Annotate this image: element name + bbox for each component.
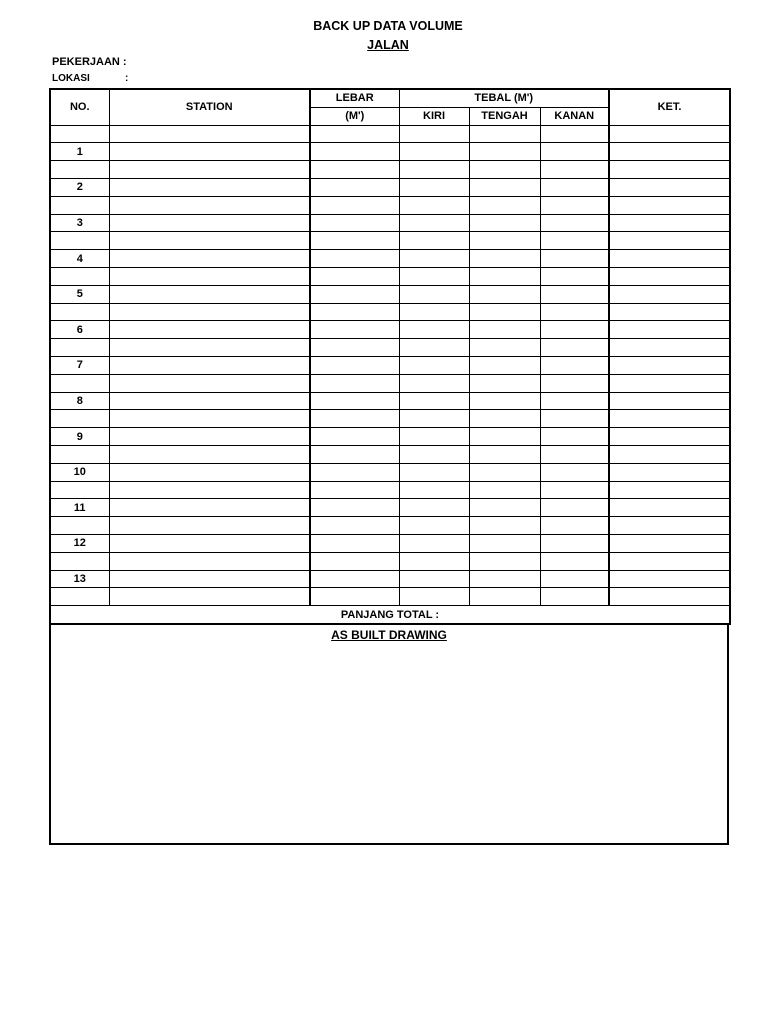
tengah-cell[interactable] [469, 463, 540, 481]
kiri-cell[interactable] [399, 570, 469, 588]
tengah-cell[interactable] [469, 285, 540, 303]
header-lebar-unit: (M') [310, 107, 399, 125]
station-cell[interactable] [109, 196, 310, 214]
table-row [50, 499, 730, 517]
kiri-cell[interactable] [399, 534, 469, 552]
kiri-cell[interactable] [399, 588, 469, 606]
kanan-cell[interactable] [540, 250, 609, 268]
lebar-cell[interactable] [310, 303, 399, 321]
kiri-cell[interactable] [399, 178, 469, 196]
table-row [50, 303, 730, 321]
station-cell[interactable] [109, 339, 310, 357]
station-cell[interactable] [109, 517, 310, 535]
table-row [50, 196, 730, 214]
lebar-cell[interactable] [310, 143, 399, 161]
row-number-cell [50, 125, 109, 143]
header-kanan: KANAN [540, 107, 609, 125]
document-title: BACK UP DATA VOLUME [313, 19, 463, 33]
kiri-cell[interactable] [399, 125, 469, 143]
tengah-cell[interactable] [469, 392, 540, 410]
header-tengah: TENGAH [469, 107, 540, 125]
kiri-cell[interactable] [399, 267, 469, 285]
tengah-cell[interactable] [469, 232, 540, 250]
row-number-cell: 11 [50, 499, 109, 517]
row-number-cell [50, 339, 109, 357]
tengah-cell[interactable] [469, 125, 540, 143]
ket-cell[interactable] [609, 463, 730, 481]
kiri-cell[interactable] [399, 410, 469, 428]
row-number-cell: 3 [50, 214, 109, 232]
kiri-cell[interactable] [399, 161, 469, 179]
tengah-cell[interactable] [469, 339, 540, 357]
row-number-cell [50, 232, 109, 250]
header-station: STATION [109, 89, 310, 125]
tengah-cell[interactable] [469, 570, 540, 588]
as-built-drawing-area [49, 625, 729, 845]
kanan-cell[interactable] [540, 588, 609, 606]
kiri-cell[interactable] [399, 517, 469, 535]
table-row [50, 588, 730, 606]
ket-cell[interactable] [609, 267, 730, 285]
lebar-cell[interactable] [310, 232, 399, 250]
row-number-cell [50, 303, 109, 321]
row-number-cell: 8 [50, 392, 109, 410]
station-cell[interactable] [109, 534, 310, 552]
tengah-cell[interactable] [469, 321, 540, 339]
table-row [50, 552, 730, 570]
tengah-cell[interactable] [469, 178, 540, 196]
row-number-cell: 12 [50, 534, 109, 552]
row-number-cell [50, 517, 109, 535]
table-row [50, 428, 730, 446]
kanan-cell[interactable] [540, 428, 609, 446]
kanan-cell[interactable] [540, 552, 609, 570]
document-subtitle: JALAN [367, 38, 409, 52]
station-cell[interactable] [109, 267, 310, 285]
kiri-cell[interactable] [399, 232, 469, 250]
row-number-cell [50, 552, 109, 570]
lebar-cell[interactable] [310, 196, 399, 214]
kanan-cell[interactable] [540, 214, 609, 232]
ket-cell[interactable] [609, 552, 730, 570]
header-kiri: KIRI [399, 107, 469, 125]
station-cell[interactable] [109, 321, 310, 339]
tengah-cell[interactable] [469, 410, 540, 428]
station-cell[interactable] [109, 161, 310, 179]
table-row [50, 321, 730, 339]
table-row [50, 570, 730, 588]
header-row-1 [50, 89, 730, 107]
kanan-cell[interactable] [540, 232, 609, 250]
table-row [50, 517, 730, 535]
row-number-cell: 9 [50, 428, 109, 446]
station-cell[interactable] [109, 285, 310, 303]
ket-cell[interactable] [609, 374, 730, 392]
table-row [50, 339, 730, 357]
ket-cell[interactable] [609, 356, 730, 374]
kanan-cell[interactable] [540, 125, 609, 143]
table-row [50, 143, 730, 161]
row-number-cell: 2 [50, 178, 109, 196]
table-row [50, 463, 730, 481]
station-cell[interactable] [109, 588, 310, 606]
ket-cell[interactable] [609, 196, 730, 214]
table-row [50, 232, 730, 250]
row-number-cell: 13 [50, 570, 109, 588]
kanan-cell[interactable] [540, 303, 609, 321]
ket-cell[interactable] [609, 161, 730, 179]
table-row [50, 410, 730, 428]
ket-cell[interactable] [609, 517, 730, 535]
station-cell[interactable] [109, 570, 310, 588]
row-number-cell: 7 [50, 356, 109, 374]
lebar-cell[interactable] [310, 499, 399, 517]
kanan-cell[interactable] [540, 285, 609, 303]
tengah-cell[interactable] [469, 428, 540, 446]
kiri-cell[interactable] [399, 428, 469, 446]
header-tebal: TEBAL (M') [399, 89, 609, 107]
kanan-cell[interactable] [540, 196, 609, 214]
tengah-cell[interactable] [469, 517, 540, 535]
lebar-cell[interactable] [310, 463, 399, 481]
ket-cell[interactable] [609, 445, 730, 463]
lebar-cell[interactable] [310, 374, 399, 392]
row-number-cell [50, 588, 109, 606]
ket-cell[interactable] [609, 178, 730, 196]
station-cell[interactable] [109, 552, 310, 570]
kanan-cell[interactable] [540, 481, 609, 499]
lebar-cell[interactable] [310, 267, 399, 285]
ket-cell[interactable] [609, 321, 730, 339]
lebar-cell[interactable] [310, 214, 399, 232]
kanan-cell[interactable] [540, 267, 609, 285]
lebar-cell[interactable] [310, 392, 399, 410]
lebar-cell[interactable] [310, 178, 399, 196]
tengah-cell[interactable] [469, 303, 540, 321]
kanan-cell[interactable] [540, 570, 609, 588]
kanan-cell[interactable] [540, 339, 609, 357]
lebar-cell[interactable] [310, 534, 399, 552]
ket-cell[interactable] [609, 125, 730, 143]
pekerjaan-label: PEKERJAAN : [52, 56, 127, 68]
table-row [50, 267, 730, 285]
tengah-cell[interactable] [469, 534, 540, 552]
kiri-cell[interactable] [399, 303, 469, 321]
kiri-cell[interactable] [399, 392, 469, 410]
kanan-cell[interactable] [540, 534, 609, 552]
lebar-cell[interactable] [310, 552, 399, 570]
tengah-cell[interactable] [469, 445, 540, 463]
kanan-cell[interactable] [540, 445, 609, 463]
row-number-cell [50, 481, 109, 499]
kiri-cell[interactable] [399, 481, 469, 499]
kiri-cell[interactable] [399, 374, 469, 392]
ket-cell[interactable] [609, 481, 730, 499]
lebar-cell[interactable] [310, 339, 399, 357]
row-number-cell: 5 [50, 285, 109, 303]
station-cell[interactable] [109, 303, 310, 321]
header-lebar: LEBAR [310, 89, 399, 107]
table-row [50, 214, 730, 232]
kiri-cell[interactable] [399, 339, 469, 357]
table-row [50, 161, 730, 179]
ket-cell[interactable] [609, 303, 730, 321]
lebar-cell[interactable] [310, 410, 399, 428]
station-cell[interactable] [109, 232, 310, 250]
kiri-cell[interactable] [399, 196, 469, 214]
tengah-cell[interactable] [469, 481, 540, 499]
ket-cell[interactable] [609, 232, 730, 250]
lebar-cell[interactable] [310, 481, 399, 499]
tengah-cell[interactable] [469, 214, 540, 232]
station-cell[interactable] [109, 410, 310, 428]
ket-cell[interactable] [609, 588, 730, 606]
row-number-cell [50, 445, 109, 463]
tengah-cell[interactable] [469, 250, 540, 268]
kanan-cell[interactable] [540, 178, 609, 196]
station-cell[interactable] [109, 214, 310, 232]
tengah-cell[interactable] [469, 552, 540, 570]
kiri-cell[interactable] [399, 285, 469, 303]
table-row [50, 445, 730, 463]
table-row [50, 481, 730, 499]
kanan-cell[interactable] [540, 499, 609, 517]
tengah-cell[interactable] [469, 356, 540, 374]
row-number-cell: 1 [50, 143, 109, 161]
lebar-cell[interactable] [310, 428, 399, 446]
station-cell[interactable] [109, 125, 310, 143]
lebar-cell[interactable] [310, 588, 399, 606]
lebar-cell[interactable] [310, 356, 399, 374]
ket-cell[interactable] [609, 250, 730, 268]
station-cell[interactable] [109, 374, 310, 392]
lebar-cell[interactable] [310, 445, 399, 463]
header-no: NO. [50, 89, 109, 125]
lebar-cell[interactable] [310, 250, 399, 268]
ket-cell[interactable] [609, 428, 730, 446]
tengah-cell[interactable] [469, 143, 540, 161]
ket-cell[interactable] [609, 214, 730, 232]
ket-cell[interactable] [609, 570, 730, 588]
tengah-cell[interactable] [469, 499, 540, 517]
row-number-cell: 4 [50, 250, 109, 268]
as-built-drawing-title: AS BUILT DRAWING [331, 628, 447, 642]
kiri-cell[interactable] [399, 250, 469, 268]
station-cell[interactable] [109, 143, 310, 161]
kiri-cell[interactable] [399, 356, 469, 374]
row-number-cell [50, 196, 109, 214]
tengah-cell[interactable] [469, 374, 540, 392]
table-row [50, 534, 730, 552]
kiri-cell[interactable] [399, 499, 469, 517]
row-number-cell [50, 410, 109, 428]
station-cell[interactable] [109, 481, 310, 499]
lebar-cell[interactable] [310, 570, 399, 588]
kanan-cell[interactable] [540, 161, 609, 179]
tengah-cell[interactable] [469, 588, 540, 606]
ket-cell[interactable] [609, 534, 730, 552]
station-cell[interactable] [109, 392, 310, 410]
table-row [50, 250, 730, 268]
lebar-cell[interactable] [310, 161, 399, 179]
row-number-cell: 10 [50, 463, 109, 481]
station-cell[interactable] [109, 356, 310, 374]
kanan-cell[interactable] [540, 392, 609, 410]
ket-cell[interactable] [609, 410, 730, 428]
station-cell[interactable] [109, 445, 310, 463]
kiri-cell[interactable] [399, 552, 469, 570]
ket-cell[interactable] [609, 499, 730, 517]
station-cell[interactable] [109, 499, 310, 517]
lokasi-label: LOKASI [52, 73, 90, 84]
row-number-cell [50, 374, 109, 392]
table-row [50, 356, 730, 374]
kanan-cell[interactable] [540, 321, 609, 339]
kanan-cell[interactable] [540, 463, 609, 481]
lokasi-colon: : [125, 73, 129, 84]
station-cell[interactable] [109, 178, 310, 196]
ket-cell[interactable] [609, 392, 730, 410]
kanan-cell[interactable] [540, 374, 609, 392]
table-row [50, 178, 730, 196]
table-row [50, 392, 730, 410]
station-cell[interactable] [109, 428, 310, 446]
table-row [50, 125, 730, 143]
tengah-cell[interactable] [469, 161, 540, 179]
lokasi-row [52, 73, 129, 84]
table-row [50, 374, 730, 392]
ket-cell[interactable] [609, 285, 730, 303]
row-number-cell [50, 267, 109, 285]
station-cell[interactable] [109, 463, 310, 481]
lebar-cell[interactable] [310, 321, 399, 339]
kiri-cell[interactable] [399, 463, 469, 481]
kanan-cell[interactable] [540, 143, 609, 161]
row-number-cell: 6 [50, 321, 109, 339]
total-row [50, 606, 730, 624]
kanan-cell[interactable] [540, 517, 609, 535]
lebar-cell[interactable] [310, 285, 399, 303]
ket-cell[interactable] [609, 143, 730, 161]
volume-table [49, 88, 731, 625]
kiri-cell[interactable] [399, 214, 469, 232]
row-number-cell [50, 161, 109, 179]
ket-cell[interactable] [609, 339, 730, 357]
lebar-cell[interactable] [310, 125, 399, 143]
tengah-cell[interactable] [469, 267, 540, 285]
kanan-cell[interactable] [540, 410, 609, 428]
kanan-cell[interactable] [540, 356, 609, 374]
tengah-cell[interactable] [469, 196, 540, 214]
header-ket: KET. [609, 89, 730, 125]
kiri-cell[interactable] [399, 143, 469, 161]
station-cell[interactable] [109, 250, 310, 268]
kiri-cell[interactable] [399, 321, 469, 339]
lebar-cell[interactable] [310, 517, 399, 535]
panjang-total-label: PANJANG TOTAL : [50, 606, 730, 624]
kiri-cell[interactable] [399, 445, 469, 463]
table-row [50, 285, 730, 303]
